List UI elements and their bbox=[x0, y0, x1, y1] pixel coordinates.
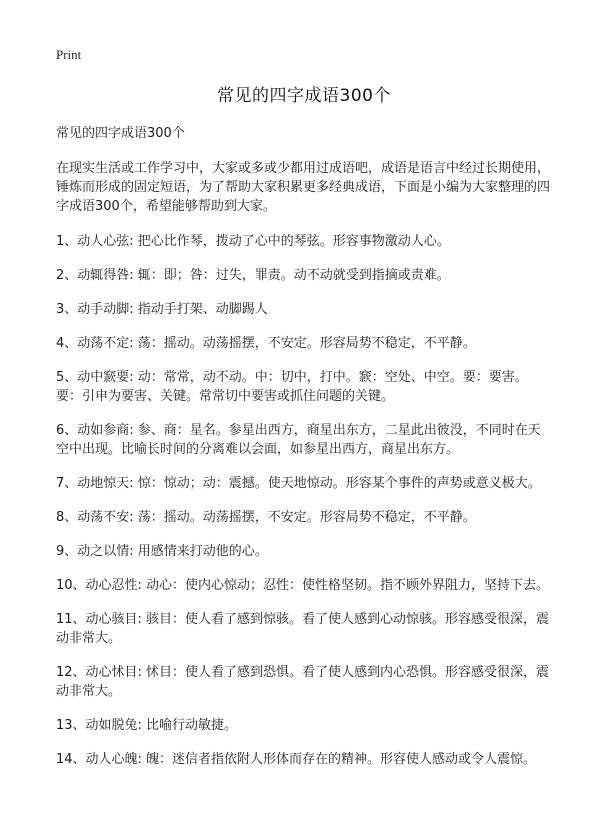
list-item: 8、动荡不安: 荡：摇动。动荡摇摆，不安定。形容局势不稳定，不平静。 bbox=[56, 510, 476, 525]
list-item: 11、动心骇目: 骇目：使人看了感到惊骇。看了使人感到心动惊骇。形容感受很深，震动非常大。 bbox=[56, 612, 550, 646]
list-item: 4、动荡不定: 荡：摇动。动荡摇摆，不安定。形容局势不稳定，不平静。 bbox=[56, 336, 476, 351]
intro-paragraph: 在现实生活或工作学习中，大家或多或少都用过成语吧，成语是语言中经过长期使用，锤炼而形成的固定短语，为了帮助大家积累更多经典成语，下面是小编为大家整理的四字成语300个，希望能够帮助到大家。 bbox=[56, 161, 551, 214]
list-item: 2、动辄得咎: 辄：即；咎：过失，罪责。动不动就受到指摘或责难。 bbox=[56, 268, 450, 283]
list-item: 3、动手动脚: 指动手打架、动脚踢人 bbox=[56, 302, 268, 317]
print-link[interactable]: Print bbox=[56, 47, 82, 62]
page-title: 常见的四字成语300个 bbox=[217, 86, 391, 106]
list-item: 6、动如参商: 参、商：星名。参星出西方，商星出东方，二星此出彼没，不同时在天空中出现。比喻长时间的分离难以会面，如参星出西方，商星出东方。 bbox=[56, 423, 541, 457]
list-item: 5、动中窾要: 动：常常，动不动。中：切中，打中。窾：空处、中空。要：要害。要：引申为要害、关键。常常切中要害或抓住问题的关键。 bbox=[56, 370, 528, 404]
document-subtitle: 常见的四字成语300个 bbox=[56, 126, 185, 141]
list-item: 9、动之以情: 用感情来打动他的心。 bbox=[56, 544, 268, 559]
list-item: 1、动人心弦: 把心比作琴，拨动了心中的琴弦。形容事物激动人心。 bbox=[56, 234, 450, 249]
list-item: 7、动地惊天: 惊：惊动；动：震撼。使天地惊动。形容某个事件的声势或意义极大。 bbox=[56, 476, 541, 491]
list-item: 12、动心怵目: 怵目：使人看了感到恐惧。看了使人感到内心恐惧。形容感受很深，震动非常大。 bbox=[56, 665, 550, 699]
list-item: 13、动如脱兔: 比喻行动敏捷。 bbox=[56, 718, 238, 733]
idiom-list bbox=[56, 232, 552, 769]
list-item: 14、动人心魄: 魄：迷信者指依附人形体而存在的精神。形容使人感动或令人震惊。 bbox=[56, 752, 537, 767]
list-item: 10、动心忍性: 动心：使内心惊动；忍性：使性格坚韧。指不顾外界阻力，坚持下去。 bbox=[56, 578, 550, 593]
